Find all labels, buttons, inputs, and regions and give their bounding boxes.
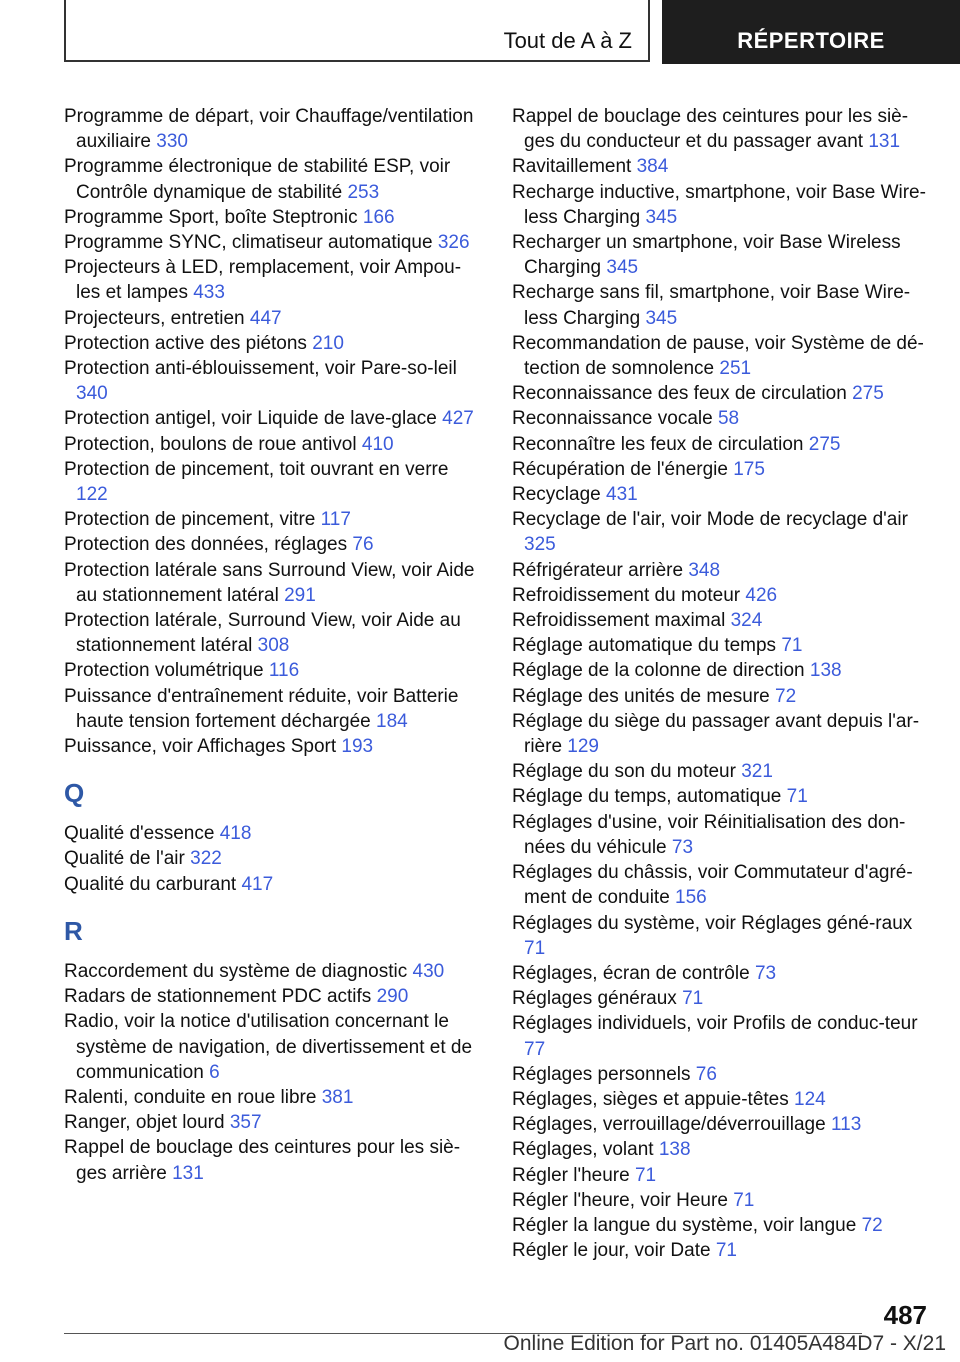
index-entry: [64, 457, 484, 507]
index-entry-text: Rappel de bouclage des ceintures pour les siè‐ges arrière: [64, 1137, 461, 1184]
index-entry-text: Qualité du carburant: [64, 873, 237, 895]
page-link[interactable]: 330: [156, 131, 188, 153]
page-link[interactable]: 447: [249, 307, 282, 329]
index-entry: [64, 658, 484, 683]
index-entry: [512, 1011, 932, 1061]
page-link[interactable]: 326: [437, 232, 470, 254]
index-entry: [512, 558, 932, 583]
page-link[interactable]: 124: [794, 1088, 826, 1110]
index-entry-text: Protection latérale, Surround View, voir Aide au stationnement latéral: [64, 610, 461, 657]
index-entry: [64, 205, 484, 230]
page-link[interactable]: 325: [524, 534, 556, 556]
index-entry: [512, 507, 932, 557]
index-entry-text: Récupération de l'énergie: [512, 458, 728, 480]
index-entry-text: Réglages individuels, voir Profils de conduc‐teur: [512, 1013, 918, 1035]
page-link[interactable]: 357: [229, 1112, 262, 1134]
index-entry-text: Recommandation de pause, voir Système de dé‐tection de somnolence: [512, 332, 924, 380]
page-link[interactable]: 138: [809, 660, 842, 682]
index-entry: [64, 1110, 484, 1135]
index-entry: [512, 911, 932, 961]
index-entry-text: Réglage du siège du passager avant depuis l'ar‐rière: [512, 710, 920, 758]
index-entry: [64, 846, 484, 871]
index-entry-text: Réglage du temps, automatique: [512, 786, 782, 808]
index-entry-text: Recharge inductive, smartphone, voir Base Wire‐less Charging: [512, 181, 926, 228]
index-entry: [64, 104, 484, 154]
page-link[interactable]: 129: [567, 736, 599, 758]
index-entry: [64, 406, 484, 431]
index-entry: [512, 104, 932, 154]
index-entry-text: Réglages, écran de contrôle: [512, 962, 750, 984]
index-entry-text: Programme électronique de stabilité ESP, voir Contrôle dynamique de stabilité: [64, 156, 451, 203]
index-entry-text: Régler l'heure: [512, 1164, 630, 1186]
page-link[interactable]: 116: [268, 660, 300, 682]
index-entry-text: Réglage du son du moteur: [512, 761, 736, 783]
index-entry-text: Projecteurs, entretien: [64, 307, 245, 329]
page-link[interactable]: 156: [675, 887, 707, 909]
page-link[interactable]: 417: [241, 873, 274, 895]
index-entry: [64, 608, 484, 658]
index-entry-text: Ravitaillement: [512, 156, 632, 178]
index-column-right: [512, 104, 932, 1263]
index-entry: [512, 986, 932, 1011]
index-entry: [64, 959, 484, 984]
page-link[interactable]: 345: [645, 206, 678, 228]
index-entry-text: Recharge sans fil, smartphone, voir Base Wire‐less Charging: [512, 282, 911, 329]
page-link[interactable]: 6: [209, 1061, 220, 1083]
index-entry: [512, 633, 932, 658]
index-entry-text: Reconnaître les feux de circulation: [512, 433, 804, 455]
index-entry: [512, 1062, 932, 1087]
page-link[interactable]: 193: [341, 736, 374, 758]
page-link[interactable]: 253: [347, 181, 380, 203]
page-link[interactable]: 348: [688, 559, 721, 581]
index-entry: [512, 230, 932, 280]
page-link[interactable]: 71: [715, 1240, 737, 1262]
active-tab-repertoire[interactable]: [662, 0, 960, 64]
index-entry-text: Protection des données, réglages: [64, 534, 348, 556]
index-entry-text: Radio, voir la notice d'utilisation concernant le système de navigation, de divertissement et de communication: [64, 1011, 473, 1083]
index-entry: [64, 558, 484, 608]
index-entry-text: Protection active des piétons: [64, 332, 307, 354]
index-entry: [512, 482, 932, 507]
index-entry: [512, 432, 932, 457]
page-link[interactable]: 427: [442, 408, 474, 430]
index-entry: [512, 331, 932, 381]
index-entry-text: Réglage des unités de mesure: [512, 685, 770, 707]
page-link[interactable]: 210: [312, 332, 344, 354]
index-entry: [512, 154, 932, 179]
index-entry: [512, 457, 932, 482]
index-entry-text: Rappel de bouclage des ceintures pour les siè‐ges du conducteur et du passager avant: [512, 106, 909, 153]
index-letter-heading: Q: [64, 778, 85, 809]
page-link[interactable]: 76: [352, 534, 374, 556]
index-entry-text: Radars de stationnement PDC actifs: [64, 986, 372, 1008]
page-link[interactable]: 410: [361, 433, 394, 455]
page-link[interactable]: 340: [76, 383, 108, 405]
page-link[interactable]: 71: [733, 1189, 755, 1211]
page-link[interactable]: 275: [852, 383, 884, 405]
index-entry-text: Réglages, verrouillage/déverrouillage: [512, 1114, 826, 1136]
footer-edition: Online Edition for Part no. 01405A484D7 - X/21: [503, 1332, 946, 1355]
index-entry-text: Ralenti, conduite en roue libre: [64, 1086, 317, 1108]
index-entry-text: Réglages du système, voir Réglages géné‐raux: [512, 912, 913, 934]
index-entry: [512, 1238, 932, 1263]
index-entry: [512, 1188, 932, 1213]
index-entry: [512, 709, 932, 759]
index-entry-text: Réglage de la colonne de direction: [512, 660, 805, 682]
page-link[interactable]: 71: [634, 1164, 657, 1186]
index-entry: [64, 356, 484, 406]
page-link[interactable]: 71: [682, 988, 704, 1010]
page-link[interactable]: 430: [412, 960, 445, 982]
page-link[interactable]: 251: [719, 358, 752, 380]
page-link[interactable]: 71: [781, 635, 803, 657]
index-entry: [512, 860, 932, 910]
section-label: Tout de A à Z: [503, 28, 632, 53]
page-link[interactable]: 290: [376, 986, 409, 1008]
index-entry: [64, 507, 484, 532]
index-entry-text: Qualité de l'air: [64, 848, 185, 870]
index-entry: [512, 784, 932, 809]
page-link[interactable]: 381: [321, 1086, 354, 1108]
index-entry: [64, 1135, 484, 1185]
index-entry: [64, 684, 484, 734]
page-link[interactable]: 384: [636, 156, 669, 178]
page-link[interactable]: 345: [645, 307, 678, 329]
index-entry-text: Programme de départ, voir Chauffage/ventilation auxiliaire: [64, 106, 474, 153]
page-link[interactable]: 184: [376, 710, 408, 732]
index-entry-text: Reconnaissance vocale: [512, 408, 713, 430]
index-entry: [512, 1163, 932, 1188]
index-entry: [64, 432, 484, 457]
index-entry: [512, 180, 932, 230]
index-entry: [64, 255, 484, 305]
page-link[interactable]: 275: [808, 433, 841, 455]
page-link[interactable]: 418: [219, 823, 252, 845]
index-entry: [64, 821, 484, 846]
index-entry: [512, 961, 932, 986]
index-entry-text: Réglages d'usine, voir Réinitialisation des don‐nées du véhicule: [512, 811, 906, 858]
index-entry-text: Programme Sport, boîte Steptronic: [64, 206, 358, 228]
index-entry-text: Réglages du châssis, voir Commutateur d'agré‐ment de conduite: [512, 862, 913, 909]
index-entry: [64, 984, 484, 1009]
page-link[interactable]: 131: [172, 1162, 204, 1184]
index-entry-text: Recharger un smartphone, voir Base Wireless Charging: [512, 232, 901, 279]
index-entry-text: Réglages, sièges et appuie-têtes: [512, 1088, 789, 1110]
index-entry-text: Régler le jour, voir Date: [512, 1240, 711, 1262]
page-link[interactable]: 324: [730, 610, 763, 632]
index-entry-text: Régler la langue du système, voir langue: [512, 1214, 857, 1236]
index-entry: [512, 684, 932, 709]
index-entry-text: Programme SYNC, climatiseur automatique: [64, 232, 433, 254]
page-link[interactable]: 322: [190, 848, 222, 870]
page-link[interactable]: 122: [76, 484, 108, 506]
page-link[interactable]: 308: [257, 635, 290, 657]
index-entry-text: Raccordement du système de diagnostic: [64, 960, 408, 982]
index-entry: [512, 381, 932, 406]
page-number: 487: [883, 1300, 927, 1330]
index-entry-text: Réfrigérateur arrière: [512, 559, 684, 581]
index-entry-text: Puissance, voir Affichages Sport: [64, 736, 337, 758]
index-entry-text: Protection antigel, voir Liquide de lave‐glace: [64, 408, 437, 430]
index-entry: [64, 872, 484, 897]
index-entry-text: Puissance d'entraînement réduite, voir Batterie haute tension fortement déchargée: [64, 685, 459, 732]
page-link[interactable]: 113: [830, 1114, 862, 1136]
index-entry-text: Protection latérale sans Surround View, voir Aide au stationnement latéral: [64, 559, 475, 606]
page-link[interactable]: 345: [606, 257, 639, 279]
page-link[interactable]: 291: [284, 584, 316, 606]
index-entry: [64, 230, 484, 255]
index-entry: [512, 1213, 932, 1238]
index-entry: [512, 759, 932, 784]
index-entry-text: Réglages personnels: [512, 1063, 691, 1085]
active-tab-label: RÉPERTOIRE: [737, 28, 885, 53]
index-entry: [512, 280, 932, 330]
index-entry-text: Protection, boulons de roue antivol: [64, 433, 357, 455]
index-letter-heading: R: [64, 915, 83, 946]
index-entry: [64, 306, 484, 331]
index-entry-text: Protection anti-éblouissement, voir Pare-so‐leil: [64, 358, 457, 380]
page-link[interactable]: 321: [741, 761, 773, 783]
index-entry: [64, 1009, 484, 1085]
page-link[interactable]: 72: [775, 685, 797, 707]
index-entry-text: Refroidissement du moteur: [512, 584, 741, 606]
page-link[interactable]: 131: [868, 131, 901, 153]
page-link[interactable]: 58: [717, 408, 740, 430]
index-entry: [512, 608, 932, 633]
page-link[interactable]: 433: [193, 282, 225, 304]
index-entry-text: Régler l'heure, voir Heure: [512, 1189, 728, 1211]
index-entry: [512, 406, 932, 431]
index-entry-text: Réglage automatique du temps: [512, 635, 777, 657]
page-header: [64, 0, 960, 64]
index-entry-text: Protection de pincement, toit ouvrant en verre: [64, 458, 449, 480]
page-link[interactable]: 71: [786, 786, 808, 808]
page-link[interactable]: 175: [733, 458, 765, 480]
page-link[interactable]: 73: [754, 962, 777, 984]
index-entry-text: Reconnaissance des feux de circulation: [512, 383, 847, 405]
index-entry: [64, 734, 484, 759]
page-link[interactable]: 72: [861, 1214, 883, 1236]
page-link[interactable]: 73: [671, 836, 694, 858]
index-entry: [64, 331, 484, 356]
index-entry: [512, 658, 932, 683]
index-entry-text: Recyclage: [512, 484, 601, 506]
index-entry: [64, 1085, 484, 1110]
index-entry-text: Ranger, objet lourd: [64, 1112, 225, 1134]
index-entry: [512, 1137, 932, 1162]
index-entry: [512, 583, 932, 608]
index-entry-text: Réglages, volant: [512, 1139, 654, 1161]
index-entry-text: Recyclage de l'air, voir Mode de recyclage d'air: [512, 509, 908, 531]
page-link[interactable]: 71: [524, 937, 546, 959]
page-link[interactable]: 166: [362, 206, 395, 228]
index-column-left: [64, 104, 484, 1186]
section-tab[interactable]: [64, 0, 650, 62]
index-entry-text: Protection volumétrique: [64, 660, 264, 682]
index-entry-text: Qualité d'essence: [64, 823, 215, 845]
index-entry-text: Protection de pincement, vitre: [64, 509, 316, 531]
index-entry-text: Projecteurs à LED, remplacement, voir Ampou‐les et lampes: [64, 257, 462, 304]
page-link[interactable]: 138: [658, 1139, 691, 1161]
page-link[interactable]: 431: [606, 484, 638, 506]
index-entry: [512, 1087, 932, 1112]
index-entry-text: Réglages généraux: [512, 988, 677, 1010]
index-entry: [512, 1112, 932, 1137]
index-entry: [64, 154, 484, 204]
page-link[interactable]: 77: [524, 1038, 546, 1060]
page-link[interactable]: 117: [320, 509, 351, 531]
page-link[interactable]: 76: [695, 1063, 717, 1085]
page-link[interactable]: 426: [745, 584, 778, 606]
index-entry: [512, 810, 932, 860]
index-entry-text: Refroidissement maximal: [512, 610, 726, 632]
index-entry: [64, 532, 484, 557]
